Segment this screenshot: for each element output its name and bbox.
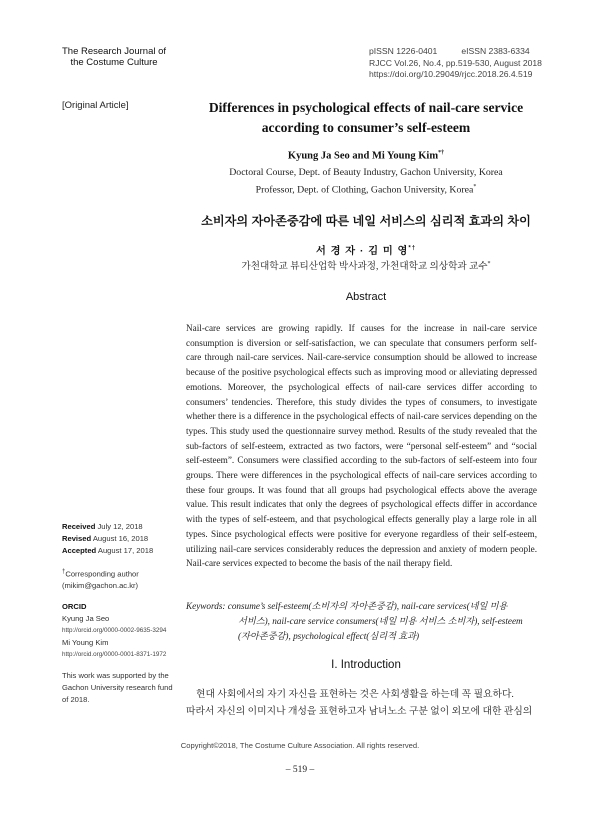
article-sidebar xyxy=(62,521,177,714)
revised-label: Revised xyxy=(62,534,92,544)
korean-authors xyxy=(176,242,556,257)
orcid-1-link[interactable]: http://orcid.org/0000-0002-9635-3294 xyxy=(62,626,167,634)
funding-note: This work was supported by the Gachon University research fund of 2018. xyxy=(62,670,173,704)
keywords xyxy=(186,599,537,644)
issn-block xyxy=(369,46,542,81)
paper-title-line1: Differences in psychological effects of nail-care service xyxy=(208,100,524,115)
orcid-label: ORCID xyxy=(62,601,87,611)
introduction-text xyxy=(186,686,541,720)
pissn: pISSN 1226-0401 xyxy=(369,46,438,56)
keywords-line1: Keywords: consume’s self-esteem(소비자의 자아존중감), nail-care services(네일 미용 xyxy=(186,601,508,611)
orcid-2-name: Mi Young Kim xyxy=(62,638,109,648)
article-dates xyxy=(62,521,177,558)
orcid-block xyxy=(62,601,177,662)
journal-name-line1: The Research Journal of xyxy=(62,46,167,57)
introduction-line1: 현대 사회에서의 자기 자신을 표현하는 것은 사회생활을 하는데 꼭 필요하다. xyxy=(196,689,514,700)
korean-author-marks: *† xyxy=(408,245,417,252)
keywords-line2: 서비스), nail-care service consumers(네일 미용 서비스 소비자), self-esteem xyxy=(238,616,523,626)
affiliation-2: Professor, Dept. of Clothing, Gachon University, Korea xyxy=(255,184,474,196)
journal-name-line2: the Costume Culture xyxy=(70,57,158,68)
revised-date: August 16, 2018 xyxy=(92,534,149,544)
author-names: Kyung Ja Seo and Mi Young Kim xyxy=(287,150,439,162)
korean-affiliation-text: 가천대학교 뷰티산업학 박사과정, 가천대학교 의상학과 교수 xyxy=(241,261,488,272)
abstract-text: Nail-care services are growing rapidly. If causes for the increase in nail-care service consumption is diversion or self-satisfaction, we can speculate that consumers perform self-care through nail-care services. Nail-care-service consumption should be allowed to increase because of the positive psychological effects such as improving mood or alleviating depressed emotions. Moreover, the psychological effects of nail-care services differ according to consumers’ tendencies. Therefore, this study divides the types of consumers, to investigate whether there is a difference in the psychological effects of nail-care services depending on the types. This study used the questionnaire survey method. Results of the study revealed that the sub-factors of self-esteem, extracted as two factors, were “personal self-esteem” and “social self-esteem”. Consumers were classified according to the sub-factors of self-esteem into four groups. There were differences in the psychological effects of nail-care services according to these four groups. It was found that all groups had psychological effects above the average value. This result indicates that only the degrees of psychological effects differ in accordance with the types of self-esteem, and that psychological effects generally play a large role in all types. Since psychological effects were positive for everyone regardless of their self-esteem, utilizing nail-care services considerably reduces the depression and anxiety of modern people. Nail-care services expected to become the basis of the nail therapy field. xyxy=(186,323,537,569)
korean-author-names: 서 경 자 · 김 미 영 xyxy=(315,246,409,257)
keywords-line3: (자아존중감), psychological effect(심리적 효과) xyxy=(238,631,420,641)
received-label: Received xyxy=(62,522,96,531)
article-type: [Original Article] xyxy=(62,100,129,111)
author-marks: *† xyxy=(438,150,445,156)
page-number: – 519 – xyxy=(285,765,315,775)
corresponding-label: Corresponding author xyxy=(65,569,139,579)
received-date: July 12, 2018 xyxy=(97,522,143,531)
doi-link[interactable]: https://doi.org/10.29049/rjcc.2018.26.4.519 xyxy=(369,69,533,80)
orcid-2-link[interactable]: http://orcid.org/0000-0001-8371-1972 xyxy=(62,651,167,659)
abstract-heading: Abstract xyxy=(345,291,387,303)
journal-name xyxy=(62,46,166,68)
affiliation-1: Doctoral Course, Dept. of Beauty Industry, Gachon University, Korea xyxy=(229,167,503,178)
korean-affiliation xyxy=(176,258,556,272)
corresponding-mark: † xyxy=(62,568,66,575)
accepted-date: August 17, 2018 xyxy=(97,546,154,556)
corresponding-email[interactable]: (mikim@gachon.ac.kr) xyxy=(62,581,139,591)
accepted-label: Accepted xyxy=(62,546,97,556)
author-list xyxy=(176,150,556,162)
paper-title xyxy=(176,98,556,138)
introduction-heading: I. Introduction xyxy=(331,659,401,671)
eissn: eISSN 2383-6334 xyxy=(461,46,530,56)
paper-title-line2: according to consumer’s self-esteem xyxy=(261,120,471,135)
affiliations xyxy=(176,165,556,197)
copyright-footer: Copyright©2018, The Costume Culture Association. All rights reserved. xyxy=(180,741,420,750)
korean-affiliation-mark: * xyxy=(487,260,491,267)
corresponding-author xyxy=(62,566,177,593)
korean-title: 소비자의 자아존중감에 따른 네일 서비스의 심리적 효과의 차이 xyxy=(201,214,531,228)
affiliation-2-mark: * xyxy=(473,184,477,190)
introduction-line2: 따라서 자신의 이미지나 개성을 표현하고자 남녀노소 구분 없이 외모에 대한 관심의 xyxy=(186,706,533,717)
orcid-1-name: Kyung Ja Seo xyxy=(62,613,110,623)
volume-info: RJCC Vol.26, No.4, pp.519-530, August 2018 xyxy=(369,57,542,68)
